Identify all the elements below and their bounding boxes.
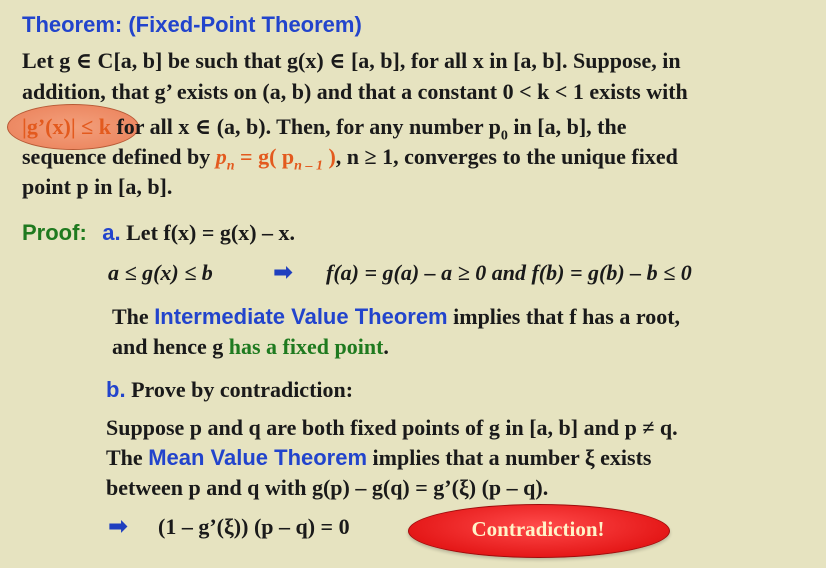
suppose-line: Suppose p and q are both fixed points of g in [a, b] and p ≠ q. bbox=[106, 415, 678, 440]
result-arrow-icon: ➡ bbox=[108, 512, 129, 540]
sequence-p: p bbox=[215, 144, 227, 169]
ivt-l2-post: . bbox=[383, 334, 389, 359]
p0-subscript: 0 bbox=[500, 128, 508, 144]
proof-b-text: Prove by contradiction: bbox=[125, 377, 354, 402]
mvt-post: implies that a number ξ exists bbox=[367, 445, 652, 470]
statement-line-3-tail: in [a, b], the bbox=[507, 114, 627, 139]
proof-b-line bbox=[106, 377, 353, 403]
mvt-name: Mean Value Theorem bbox=[148, 445, 368, 470]
result-equation: (1 – g’(ξ)) (p – q) = 0 bbox=[158, 514, 350, 539]
mvt-pre: The bbox=[106, 445, 149, 470]
sequence-mid: = g( p bbox=[234, 144, 295, 169]
sequence-close: ) bbox=[322, 144, 336, 169]
proof-a-label: a. bbox=[102, 220, 121, 245]
contradiction-label: Contradiction! bbox=[471, 517, 605, 541]
sequence-n-1-subscript: n – 1 bbox=[294, 158, 323, 174]
statement-line-3 bbox=[22, 114, 626, 144]
statement-line-5: point p in [a, b]. bbox=[22, 174, 173, 199]
proof-a-line bbox=[22, 220, 295, 246]
ivt-line-1 bbox=[112, 304, 680, 330]
statement-line-4 bbox=[22, 144, 678, 174]
inequality-left: a ≤ g(x) ≤ b bbox=[108, 260, 213, 285]
statement-line-1: Let g ∈ C[a, b] be such that g(x) ∈ [a, b], for all x in [a, b]. Suppose, in bbox=[22, 48, 681, 73]
statement-line-3-rest: for all x ∈ (a, b). Then, for any number p bbox=[110, 114, 501, 139]
proof-label: Proof: bbox=[22, 220, 87, 245]
statement-line-2: addition, that g’ exists on (a, b) and that a constant 0 < k < 1 exists with bbox=[22, 79, 688, 104]
statement-line-4-start: sequence defined by bbox=[22, 144, 216, 169]
mvt-line-2: between p and q with g(p) – g(q) = g’(ξ) (p – q). bbox=[106, 475, 549, 500]
proof-b-label: b. bbox=[106, 377, 126, 402]
statement-line-4-tail: , n ≥ 1, converges to the unique fixed bbox=[335, 144, 678, 169]
ivt-post: implies that f has a root, bbox=[447, 304, 681, 329]
ivt-name: Intermediate Value Theorem bbox=[154, 304, 448, 329]
proof-a-text: Let f(x) = g(x) – x. bbox=[120, 220, 296, 245]
inequality-right: f(a) = g(a) – a ≥ 0 and f(b) = g(b) – b ≤ 0 bbox=[326, 260, 692, 285]
implies-arrow-icon: ➡ bbox=[273, 258, 294, 286]
ivt-line-2 bbox=[112, 334, 389, 360]
mvt-line-1 bbox=[106, 445, 651, 471]
page-title: Theorem: (Fixed-Point Theorem) bbox=[22, 12, 362, 37]
sequence-n-subscript: n bbox=[226, 158, 235, 174]
fixed-point-phrase: has a fixed point bbox=[228, 334, 384, 359]
ivt-l2-pre: and hence g bbox=[112, 334, 229, 359]
ivt-pre: The bbox=[112, 304, 155, 329]
derivative-bound: |g’(x)| ≤ k bbox=[22, 114, 111, 139]
